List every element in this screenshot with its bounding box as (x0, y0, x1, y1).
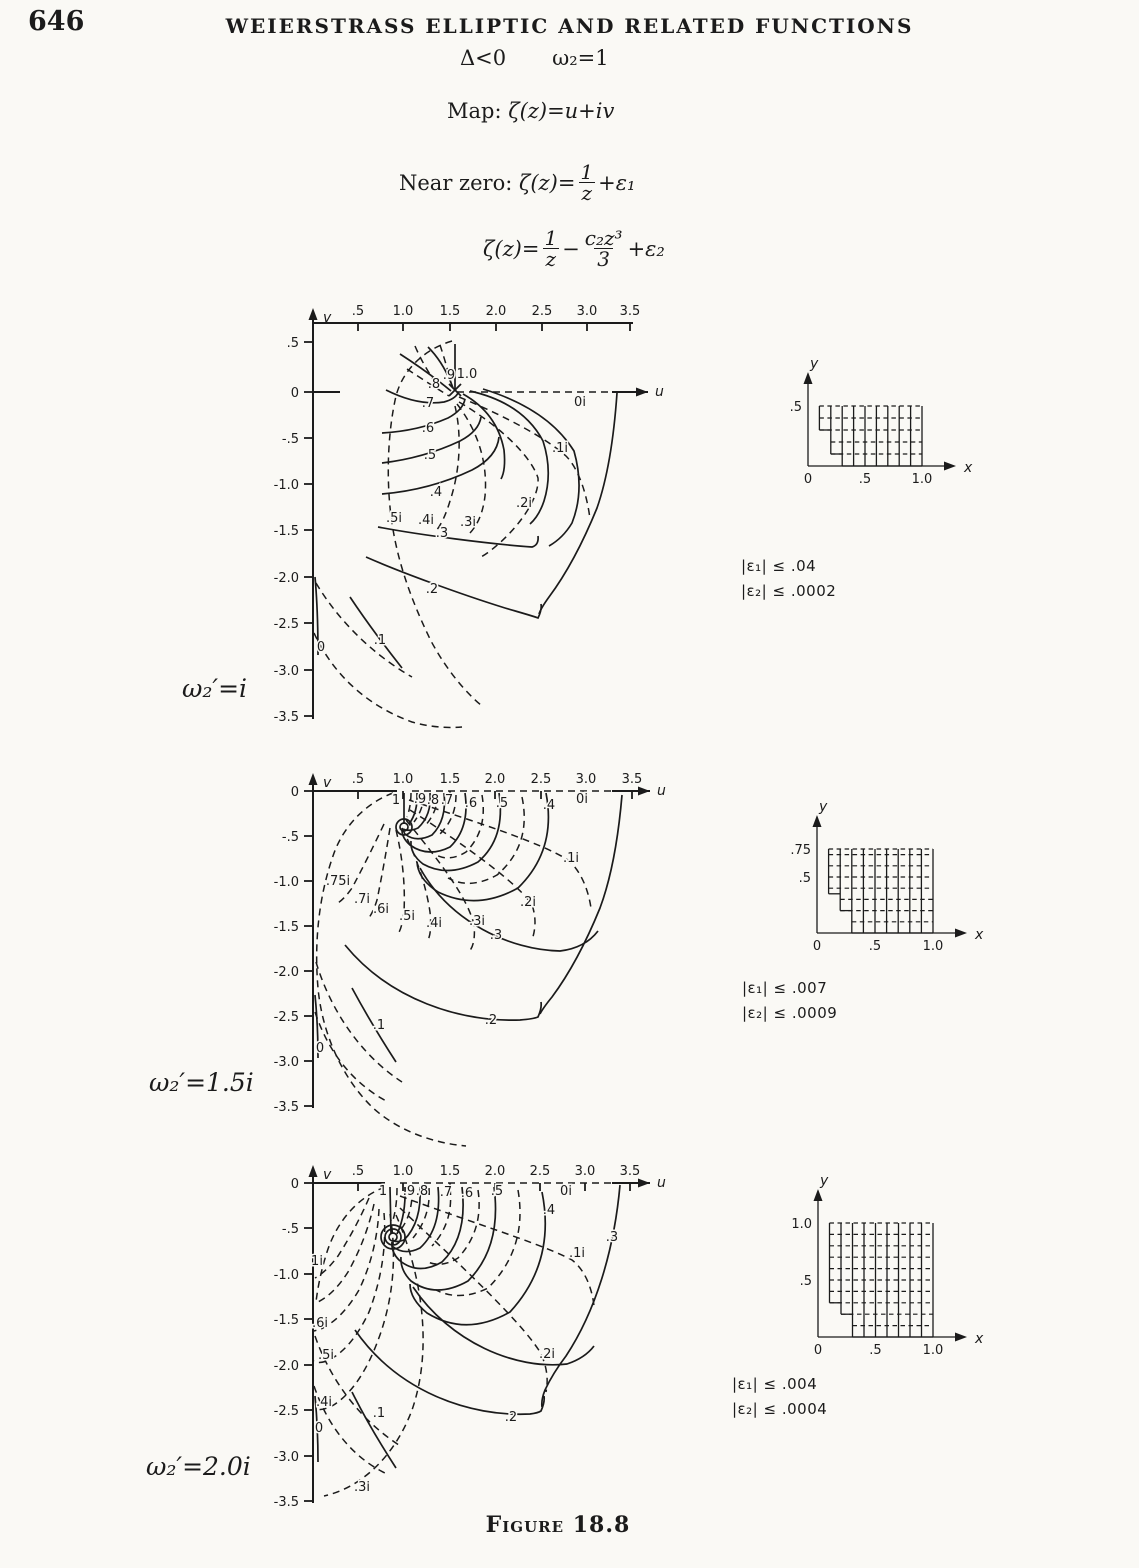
plot-2-curve-label: 0 (315, 1041, 325, 1056)
plot-2-curve-label: .7 (440, 793, 454, 808)
plot-3-solid-curve (355, 1330, 544, 1414)
plot-3-u-axis-label: u (657, 1175, 666, 1191)
fraction-1-over-z: $\frac{1}{z}$ (580, 160, 594, 206)
plot-3-v-tick-label: -1.5 (273, 1313, 299, 1328)
inset-2-y-axis-arrow-icon (813, 815, 822, 827)
plot-2-dashed-curve (407, 793, 411, 817)
plot-3-v-tick-label: -3.5 (273, 1495, 299, 1510)
plot-2-v-axis-label: v (323, 775, 332, 791)
plot-2-curve-label: .5 (495, 796, 509, 811)
plot-2-curve-label: .4i (425, 916, 443, 931)
eps1-bound: |ε₁| ≤ .004 (732, 1375, 818, 1393)
inset-2-x-tick-label: 0 (812, 939, 822, 954)
plot-2-u-tick-label: 1.5 (439, 772, 461, 787)
plot-1-curve-label: .1i (551, 441, 569, 456)
plot-1-v-axis-arrow-icon (309, 308, 318, 320)
plot-1-curve-label: 1.0 (456, 367, 478, 382)
plot-2-curve-label: .3i (468, 914, 486, 929)
plot-1-curve-label: .4i (417, 513, 435, 528)
inset-2-x-tick-label: .5 (868, 939, 882, 954)
plot-3-dashed-curve (318, 1204, 374, 1302)
plot-2-v-axis-arrow-icon (309, 773, 318, 785)
inset-3-x-axis-arrow-icon (955, 1333, 967, 1342)
inset-1-x-tick-label: 1.0 (911, 472, 933, 487)
plot-2-v-tick-label: -.5 (281, 830, 299, 845)
plot-1-u-tick-label: 2.0 (485, 304, 507, 319)
plot-3-v-tick-label: 0 (290, 1177, 299, 1192)
plot-3-curve-label: .7 (439, 1185, 453, 1200)
eps1-bound: |ε₁| ≤ .04 (741, 557, 817, 575)
omega-label-plot-2: ω₂′=1.5i (149, 1068, 254, 1097)
plot-2-v-tick-label: 0 (290, 785, 299, 800)
plot-3-v-tick-label: -.5 (281, 1222, 299, 1237)
inset-1-x-axis-label: x (964, 460, 973, 476)
plot-2-dashed-curve (317, 793, 466, 1146)
inset-2-x-tick-label: 1.0 (922, 939, 944, 954)
plot-1-v-tick-label: -.5 (281, 432, 299, 447)
plot-2-curve-label: .8 (426, 793, 440, 808)
plot-3-dashed-curve (311, 1213, 385, 1363)
plot-3-curve-label: 0i (560, 1184, 572, 1199)
plot-2-curve-label: .3 (489, 928, 503, 943)
plot-3-curve-label: 1i (311, 1254, 323, 1269)
plot-3-u-tick-label: .5 (351, 1164, 365, 1179)
plot-2-curve-label: .1i (562, 851, 580, 866)
inset-3-x-tick-label: 1.0 (922, 1343, 944, 1358)
plot-3-curve-label: .4i (315, 1395, 333, 1410)
plot-3-curve-label: .3i (353, 1480, 371, 1495)
plot-1-solid-curve (470, 391, 548, 524)
plot-3-v-axis-arrow-icon (309, 1165, 318, 1177)
plot-3-u-tick-label: 1.0 (392, 1164, 414, 1179)
plot-3-curve-label: .6 (460, 1186, 474, 1201)
plot-3-solid-curve (413, 1287, 594, 1365)
plot-1-curve-label: .2i (515, 496, 533, 511)
plot-1-curve-label: 0 (316, 640, 326, 655)
plot-2-curve-label: .75i (325, 874, 351, 889)
plot-3-dashed-curve (315, 1198, 369, 1278)
plot-2-u-tick-label: 1.0 (392, 772, 414, 787)
plot-3-curve-label: 0 (314, 1421, 324, 1436)
plot-1-u-tick-label: 1.5 (439, 304, 461, 319)
plot-1-u-tick-label: .5 (351, 304, 365, 319)
zeta2-lhs: ζ(z)= (483, 236, 540, 261)
plot-3-curve-label: .2 (504, 1410, 518, 1425)
plot-2-u-tick-label: 3.5 (621, 772, 643, 787)
plot-2-u-axis-label: u (657, 783, 666, 799)
plot-1-v-tick-label: .5 (286, 336, 299, 351)
plot-1-solid-curve (378, 527, 538, 547)
plot-2-solid-curve (345, 945, 541, 1020)
plot-2-v-tick-label: -3.0 (273, 1055, 299, 1070)
delta-condition: Δ<0 (460, 46, 507, 70)
zeta2-minus: − (562, 236, 580, 261)
plot-3-curve-label: .5 (490, 1184, 504, 1199)
plot-3-u-tick-label: 2.5 (529, 1164, 551, 1179)
near-zero-lhs: ζ(z)= (518, 170, 576, 195)
plot-3-u-axis-arrow-icon (638, 1179, 650, 1188)
plot-1-curve-label: .5 (423, 448, 437, 463)
plot-2-curve-label: .4 (542, 798, 556, 813)
plot-1-curve-label: .5i (385, 511, 403, 526)
plot-2-dashed-curve (448, 797, 524, 883)
plot-2-u-tick-label: 2.5 (530, 772, 552, 787)
plot-3-solid-curve (542, 1185, 620, 1407)
near-zero-label: Near zero: (399, 170, 513, 195)
map-label: Map: (447, 99, 502, 123)
plot-1-u-tick-label: 2.5 (531, 304, 553, 319)
plot-2-u-tick-label: 3.0 (575, 772, 597, 787)
inset-3-x-tick-label: 0 (813, 1343, 823, 1358)
inset-1-y-axis-arrow-icon (804, 372, 813, 384)
fraction-1-over-z-2: $\frac{1}{z}$ (544, 226, 558, 272)
plot-1-curve-label: .4 (429, 485, 443, 500)
plot-3-v-axis-label: v (323, 1167, 332, 1183)
eps2-bound: |ε₂| ≤ .0002 (741, 581, 837, 600)
plot-2-curve-label: 1 (391, 793, 401, 808)
zeta2-rhs: +ε₂ (627, 236, 665, 261)
plot-2-curve-label: .7i (353, 892, 371, 907)
plot-3-dashed-curve (428, 1190, 479, 1264)
plot-1-v-tick-label: -1.0 (273, 478, 299, 493)
plot-1-dashed-curve (314, 633, 462, 727)
inset-2-y-axis-label: y (819, 799, 828, 815)
plot-1-v-tick-label: -1.5 (273, 524, 299, 539)
plot-3-curve-label: .6i (311, 1316, 329, 1331)
fraction-c2z3-over-3: $\frac{\text{c₂z³}}{3}$ (584, 226, 623, 272)
map-equation: ζ(z)=u+iv (508, 99, 615, 123)
plot-3-curve-label: 1 (378, 1184, 388, 1199)
plot-2-solid-curve (540, 795, 622, 1014)
plot-3-v-tick-label: -2.0 (273, 1359, 299, 1374)
inset-1-y-axis-label: y (810, 356, 819, 372)
plot-3-curve-label: .4 (542, 1203, 556, 1218)
plot-1-curve-label: .1 (373, 633, 387, 648)
inset-2-x-axis-label: x (975, 927, 984, 943)
plot-1-curve-label: .2 (425, 582, 439, 597)
plot-1-u-axis-arrow-icon (636, 388, 648, 397)
plot-3-v-tick-label: -3.0 (273, 1450, 299, 1465)
plot-1-v-tick-label: 0 (290, 386, 299, 401)
plot-2-curve-label: .5i (398, 909, 416, 924)
plot-3-solid-curve (390, 1187, 391, 1234)
plot-3-solid-curve (410, 1192, 545, 1325)
plot-3-u-tick-label: 3.5 (619, 1164, 641, 1179)
inset-3-y-tick-label: .5 (799, 1274, 812, 1289)
plot-2-curve-label: .9 (413, 792, 427, 807)
inset-3-x-tick-label: .5 (869, 1343, 882, 1358)
plot-2-curve-label: .2 (484, 1013, 498, 1028)
plot-3-curve-label: .2i (538, 1347, 556, 1362)
plot-2-curve-label: .6 (464, 796, 478, 811)
plot-1-solid-curve (366, 557, 541, 618)
omega-label-plot-1: ω₂′=i (182, 674, 248, 703)
plot-3-v-tick-label: -2.5 (273, 1404, 299, 1419)
plot-1-v-tick-label: -3.0 (273, 664, 299, 679)
inset-1-x-tick-label: 0 (803, 472, 813, 487)
plot-3-dashed-curve (315, 1214, 393, 1410)
eps2-bound: |ε₂| ≤ .0009 (742, 1003, 838, 1022)
page-title: WEIERSTRASS ELLIPTIC AND RELATED FUNCTIONS (225, 14, 914, 38)
eps2-bound: |ε₂| ≤ .0004 (732, 1399, 828, 1418)
plot-3-u-tick-label: 3.0 (574, 1164, 596, 1179)
plot-2-v-tick-label: -3.5 (273, 1100, 299, 1115)
inset-1-y-tick-label: .5 (789, 400, 802, 415)
eps1-bound: |ε₁| ≤ .007 (742, 979, 828, 997)
plot-1-v-tick-label: -3.5 (273, 710, 299, 725)
plot-2-v-tick-label: -1.5 (273, 920, 299, 935)
inset-1-x-tick-label: .5 (858, 472, 872, 487)
plot-1-u-tick-label: 3.5 (619, 304, 641, 319)
plot-1-v-axis-label: v (323, 310, 332, 326)
inset-1-x-axis-arrow-icon (944, 462, 956, 471)
inset-3-y-tick-label: 1.0 (791, 1217, 812, 1232)
plot-2-dashed-curve (316, 962, 402, 1082)
inset-3-x-axis-label: x (975, 1331, 984, 1347)
plot-2-u-tick-label: 2.0 (484, 772, 506, 787)
near-zero-rhs: +ε₁ (598, 170, 636, 195)
page-number: 646 (28, 6, 85, 37)
plot-1-curve-label: 0i (574, 395, 586, 410)
plot-3-curve-label: .1 (372, 1406, 386, 1421)
plot-3-curve-label: .1i (568, 1246, 586, 1261)
plot-2-curve-label: .6i (372, 902, 390, 917)
plot-3-u-tick-label: 2.0 (484, 1164, 506, 1179)
plot-2-u-tick-label: .5 (351, 772, 365, 787)
plot-1-u-tick-label: 1.0 (392, 304, 414, 319)
inset-2-y-tick-label: .75 (790, 843, 811, 858)
plot-1-curve-label: .3 (435, 526, 449, 541)
plot-3-dashed-curve (436, 1190, 520, 1296)
plot-2-curve-label: 0i (576, 792, 588, 807)
plot-1-curve-label: .9 (442, 368, 456, 383)
plot-3-v-tick-label: -1.0 (273, 1268, 299, 1283)
inset-3-y-axis-label: y (820, 1173, 829, 1189)
plot-2-u-axis-arrow-icon (638, 787, 650, 796)
inset-2-y-tick-label: .5 (798, 871, 811, 886)
plot-2-curve-label: .2i (519, 895, 537, 910)
plot-1-curve-label: .8 (427, 377, 441, 392)
plot-2-curve-label: .1 (372, 1018, 386, 1033)
plot-1-curve-label: .7 (421, 396, 435, 411)
inset-3-y-axis-arrow-icon (814, 1189, 823, 1201)
plot-3-curve-label: .3 (605, 1230, 619, 1245)
plot-2-v-tick-label: -2.0 (273, 965, 299, 980)
plot-1-v-tick-label: -2.5 (273, 617, 299, 632)
plot-3-curve-label: .8 (415, 1184, 429, 1199)
plot-1-curve-label: .3i (459, 515, 477, 530)
plot-1-u-axis-label: u (655, 384, 664, 400)
figure-caption: Figure 18.8 (485, 1512, 631, 1538)
plot-2-dashed-curve (406, 820, 474, 953)
plot-3-dashed-curve (324, 1215, 423, 1496)
plot-1-solid-curve (463, 394, 505, 479)
plot-3-curve-label: .5i (317, 1348, 335, 1363)
inset-2-x-axis-arrow-icon (955, 929, 967, 938)
omega-label-plot-3: ω₂′=2.0i (146, 1452, 251, 1481)
plot-3-solid-curve (352, 1392, 396, 1468)
plot-3-curve-label: .9 (402, 1184, 416, 1199)
plot-2-v-tick-label: -1.0 (273, 875, 299, 890)
plot-1-dashed-curve (436, 406, 459, 531)
omega2-condition: ω₂=1 (552, 46, 609, 70)
plot-1-u-tick-label: 3.0 (576, 304, 598, 319)
plot-1-curve-label: .6 (421, 421, 435, 436)
plot-2-v-tick-label: -2.5 (273, 1010, 299, 1025)
plot-1-v-tick-label: -2.0 (273, 571, 299, 586)
plot-3-u-tick-label: 1.5 (439, 1164, 461, 1179)
